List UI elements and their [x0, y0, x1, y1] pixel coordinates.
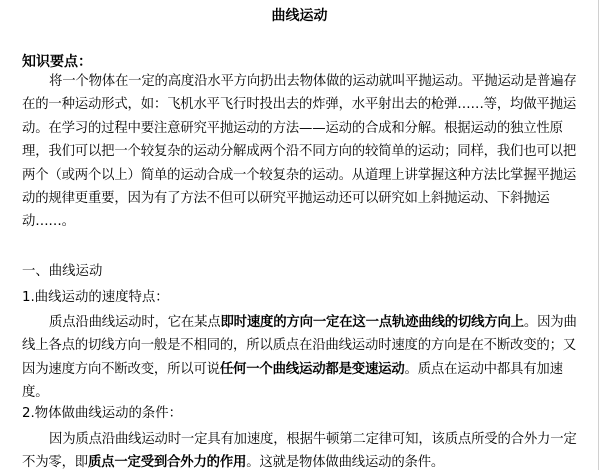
- section-heading-knowledge: 知识要点：: [22, 54, 92, 70]
- velocity-paragraph: [22, 311, 582, 405]
- velocity-text-c: 。因为曲线上各点的切线方向一般是不相同的，所以质点在沿曲线运动时速度的方向是在不断改变的；又因为速度方向不断改变，所以可说: [22, 315, 577, 377]
- condition-paragraph: [22, 428, 582, 475]
- condition-text-c: 。这就是物体做曲线运动的条件。: [246, 455, 445, 471]
- subsection-heading-condition: 2.物体做曲线运动的条件：: [22, 406, 183, 421]
- condition-text-a: 因为质点沿曲线运动时一定具有加速度，根据牛顿第二定律可知，该质点所受的合外力一定不为零，即: [22, 432, 577, 471]
- condition-emphasis-force: 质点一定受到合外力的作用: [87, 455, 247, 471]
- velocity-emphasis-variable: 任何一个曲线运动都是变速运动: [219, 361, 405, 377]
- document-title: 曲线运动: [271, 8, 328, 24]
- velocity-text-a: 质点沿曲线运动时，它在某点: [49, 315, 221, 330]
- intro-paragraph: 将一个物体在一定的高度沿水平方向扔出去物体做的运动就叫平抛运动。平抛运动是普遍存在的一种运动形式，如：飞机水平飞行时投出去的炸弹，水平射出去的枪弹……等，均做平抛运动。在学习的过程中要注意研究平抛运动的方法——运动的合成和分解。根据运动的独立性原理，我们可以把一个较复杂的运动分解成两个沿不同方向的较简单的运动；同样，我们也可以把两个（或两个以上）简单的运动合成一个较复杂的运动。从道理上讲掌握这种方法比掌握平抛运动的规律更重要，因为有了方法不但可以研究平抛运动还可以研究如上斜抛运动、下斜抛运动……。: [22, 74, 577, 230]
- velocity-text-e: 。质点在运动中都具有加速度。: [22, 361, 563, 401]
- subsection-heading-velocity: 1.曲线运动的速度特点：: [22, 290, 169, 305]
- velocity-emphasis-tangent: 即时速度的方向一定在这一点轨迹曲线的切线方向上: [220, 315, 524, 330]
- section-heading-curve-motion: 一、曲线运动: [22, 264, 103, 279]
